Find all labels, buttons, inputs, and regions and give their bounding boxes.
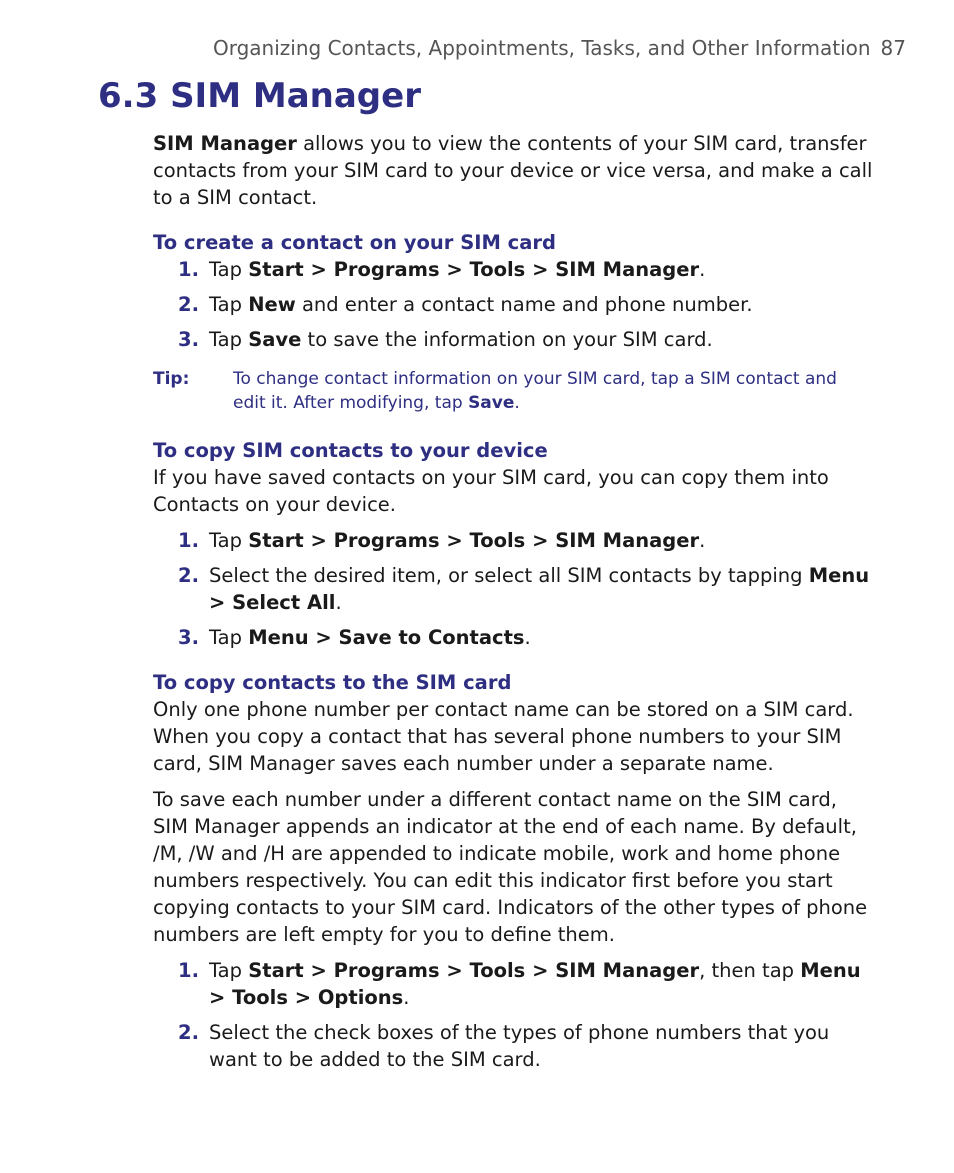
step-bold: Menu > Tools > Options: [209, 959, 861, 1009]
step-text: Select the desired item, or select all SIM contacts by tapping: [209, 564, 809, 587]
list-item: [153, 624, 873, 651]
step-text: Tap: [209, 293, 249, 316]
step-bold: Save: [248, 328, 302, 351]
step-bold: Menu > Save to Contacts: [248, 626, 525, 649]
step-text: .: [699, 258, 706, 281]
step-text: and enter a contact name and phone number.: [295, 293, 753, 316]
step-bold: Start > Programs > Tools > SIM Manager: [248, 258, 700, 281]
copy-to-device-steps: [153, 527, 873, 651]
step-bold: Start > Programs > Tools > SIM Manager: [248, 529, 700, 552]
list-item: [153, 527, 873, 554]
step-text: Tap: [209, 328, 249, 351]
copy-to-sim-paragraph-2: To save each number under a different contact name on the SIM card, SIM Manager appends an indicator at the end of each name. By default, /M, /W and /H are appended to indicate mobile, work and home phone numbers respectively. You can edit this indicator first before you start copying contacts to your SIM card. Indicators of the other types of phone numbers are left empty for you to define them.: [153, 788, 868, 946]
running-header: [213, 36, 906, 60]
heading-create-contact: To create a contact on your SIM card: [153, 231, 556, 254]
copy-to-device-intro: If you have saved contacts on your SIM card, you can copy them into Contacts on your device.: [153, 466, 829, 516]
step-bold: Menu > Select All: [209, 564, 870, 614]
tip-box: [153, 367, 873, 415]
step-number: 2.: [178, 1021, 199, 1044]
section-title: 6.3 SIM Manager: [98, 76, 421, 116]
step-text: Select the check boxes of the types of phone numbers that you want to be added to the SIM card.: [209, 1021, 830, 1071]
copy-to-sim-steps: [153, 957, 873, 1073]
step-number: 1.: [178, 258, 199, 281]
step-text: Tap: [209, 626, 249, 649]
step-bold: Start > Programs > Tools > SIM Manager: [248, 959, 700, 982]
tip-text-part: .: [514, 393, 520, 413]
step-text: Tap: [209, 959, 249, 982]
list-item: [153, 291, 873, 318]
step-number: 2.: [178, 293, 199, 316]
step-text: Tap: [209, 529, 249, 552]
intro-text: allows you to view the contents of your SIM card, transfer contacts from your SIM card to your device or vice versa, and make a call to a SIM contact.: [153, 132, 873, 209]
step-text: to save the information on your SIM card.: [301, 328, 713, 351]
heading-copy-to-sim: To copy contacts to the SIM card: [153, 671, 512, 694]
step-text: .: [335, 591, 342, 614]
intro-paragraph: [153, 130, 873, 211]
step-bold: New: [248, 293, 296, 316]
step-number: 3.: [178, 328, 199, 351]
list-item: [153, 1019, 873, 1073]
step-text: .: [699, 529, 706, 552]
step-number: 3.: [178, 626, 199, 649]
create-contact-steps: [153, 256, 873, 353]
list-item: [153, 326, 873, 353]
step-text: , then tap: [699, 959, 801, 982]
step-text: .: [403, 986, 410, 1009]
step-text: Tap: [209, 258, 249, 281]
step-text: .: [524, 626, 531, 649]
tip-text-part: To change contact information on your SIM card, tap a SIM contact and edit it. After modifying, tap: [233, 369, 837, 413]
step-number: 1.: [178, 529, 199, 552]
list-item: [153, 256, 873, 283]
step-number: 1.: [178, 959, 199, 982]
intro-term: SIM Manager: [153, 132, 297, 155]
heading-copy-to-device: To copy SIM contacts to your device: [153, 439, 548, 462]
tip-label: Tip:: [153, 369, 190, 389]
tip-text: [233, 367, 873, 415]
step-number: 2.: [178, 564, 199, 587]
list-item: [153, 957, 873, 1011]
copy-to-sim-paragraph-1: Only one phone number per contact name can be stored on a SIM card. When you copy a contact that has several phone numbers to your SIM card, SIM Manager saves each number under a separate name.: [153, 698, 854, 775]
list-item: [153, 562, 873, 616]
chapter-title: Organizing Contacts, Appointments, Tasks, and Other Information: [212, 36, 871, 60]
page-content: [153, 130, 873, 1081]
tip-bold: Save: [468, 393, 515, 413]
page-number: 87: [880, 36, 906, 60]
